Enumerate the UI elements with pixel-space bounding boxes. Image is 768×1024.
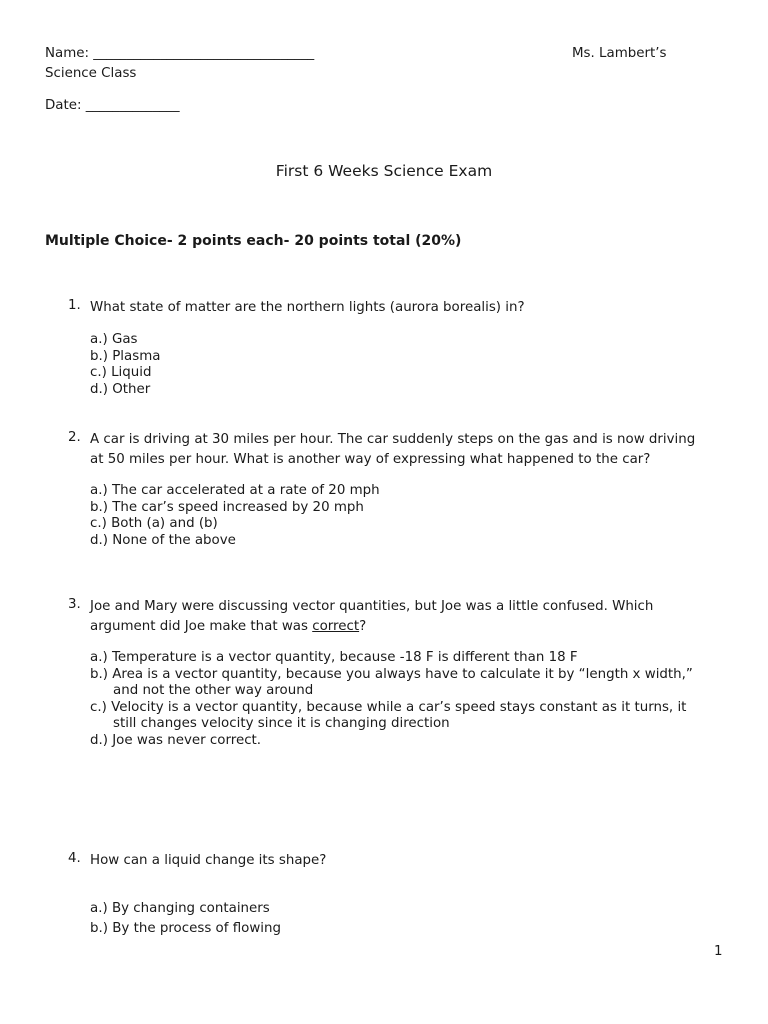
option-b: b.) Plasma: [90, 348, 161, 364]
option-c-continued: still changes velocity since it is changing direction: [113, 716, 450, 732]
teacher-name: Ms. Lambert’s: [572, 46, 667, 61]
section-heading: Multiple Choice- 2 points each- 20 points total (20%): [45, 233, 462, 249]
option-d: d.) Other: [90, 381, 151, 397]
question-number: 4.: [68, 851, 81, 866]
option-a: a.) Gas: [90, 332, 138, 347]
name-field: Name: _________________________________: [45, 46, 315, 61]
option-b-continued: and not the other way around: [113, 683, 314, 699]
option-a: a.) Temperature is a vector quantity, because -18 F is different than 18 F: [90, 650, 578, 665]
question-number: 1.: [68, 298, 81, 313]
option-b: b.) By the process of flowing: [90, 921, 281, 936]
option-d: d.) None of the above: [90, 532, 236, 548]
emphasized-word: correct: [312, 619, 360, 634]
question-number: 3.: [68, 597, 81, 612]
question-text-line-2: at 50 miles per hour. What is another way of expressing what happened to the car?: [90, 452, 651, 467]
option-d: d.) Joe was never correct.: [90, 732, 262, 748]
option-c: c.) Liquid: [90, 365, 152, 381]
option-a: a.) The car accelerated at a rate of 20 mph: [90, 483, 380, 498]
answer-options: [90, 483, 380, 549]
answer-options: [90, 650, 693, 750]
question-text: How can a liquid change its shape?: [90, 853, 327, 868]
option-c: c.) Velocity is a vector quantity, because while a car’s speed stays constant as it turns, it: [90, 699, 687, 715]
question-text-line-1: A car is driving at 30 miles per hour. The car suddenly steps on the gas and is now driving: [90, 432, 696, 447]
exam-title: First 6 Weeks Science Exam: [275, 162, 493, 180]
option-b: b.) Area is a vector quantity, because you always have to calculate it by “length x width,”: [90, 666, 693, 682]
question-mark: ?: [359, 619, 367, 634]
question-text: What state of matter are the northern lights (aurora borealis) in?: [90, 300, 525, 315]
question-text-line-1: Joe and Mary were discussing vector quantities, but Joe was a little confused. Which: [90, 599, 654, 614]
question-text-part: argument did Joe make that was: [90, 619, 313, 634]
question-text-line-2: [90, 617, 366, 637]
question-number: 2.: [68, 430, 81, 445]
answer-options: [90, 901, 281, 941]
option-a: a.) By changing containers: [90, 901, 270, 916]
option-c: c.) Both (a) and (b): [90, 516, 218, 532]
page-number: 1: [714, 944, 723, 959]
option-b: b.) The car’s speed increased by 20 mph: [90, 499, 364, 515]
date-field: Date: ______________: [45, 98, 180, 113]
class-name: Science Class: [45, 66, 137, 81]
answer-options: [90, 332, 160, 398]
